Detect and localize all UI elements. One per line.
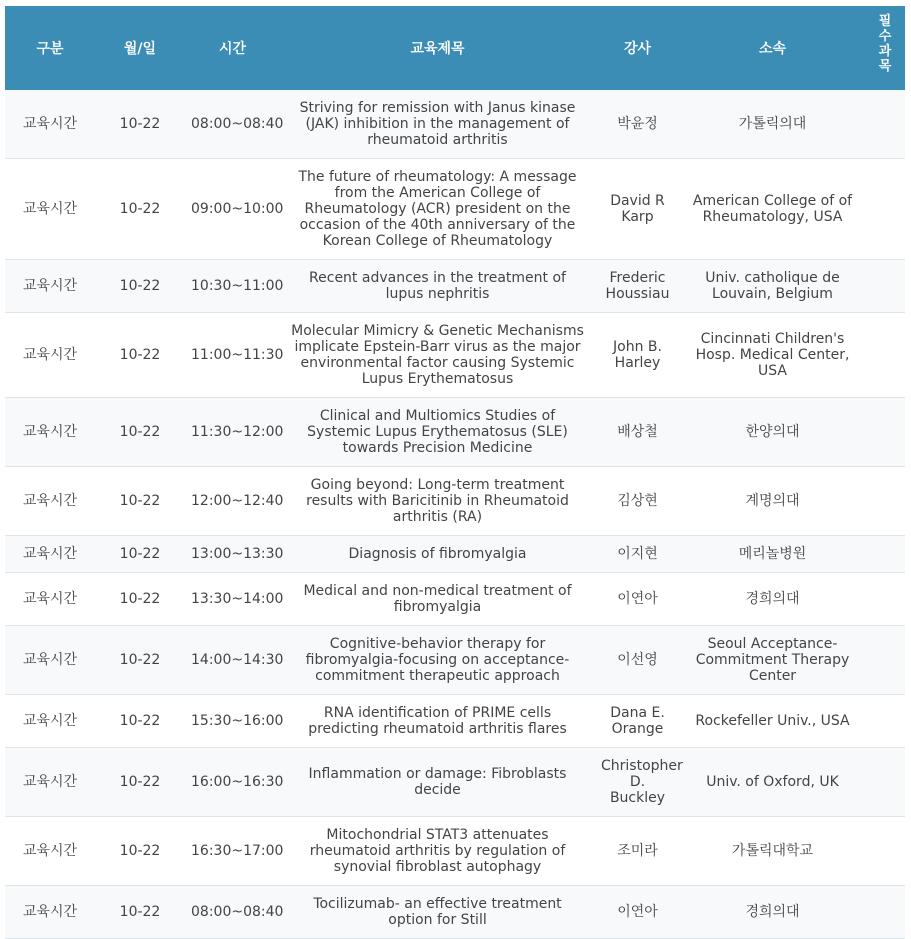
cell-affiliation: Univ. catholique de Louvain, Belgium	[705, 270, 840, 302]
cell-time: 08:00~08:40	[191, 116, 284, 132]
cell-date: 10-22	[119, 652, 161, 668]
header-row	[5, 6, 905, 90]
table-row	[5, 573, 905, 626]
cell-time: 08:00~08:40	[191, 904, 284, 920]
cell-type: 교육시간	[22, 904, 78, 920]
cell-type: 교육시간	[22, 843, 78, 859]
cell-title: Inflammation or damage: Fibroblasts decide	[308, 766, 567, 798]
cell-lecturer: Frederic Houssiau	[605, 270, 670, 302]
cell-required	[865, 398, 905, 467]
cell-title: Diagnosis of fibromyalgia	[348, 546, 527, 562]
cell-type: 교육시간	[22, 493, 78, 509]
cell-required	[865, 260, 905, 313]
schedule-table-container	[5, 6, 905, 939]
cell-title: Going beyond: Long-term treatment results with Baricitinib in Rheumatoid arthritis (RA)	[306, 477, 569, 525]
table-row	[5, 886, 905, 939]
cell-affiliation: Rockefeller Univ., USA	[695, 713, 850, 729]
cell-affiliation: 가톨릭대학교	[731, 843, 814, 859]
cell-lecturer: 김상현	[617, 493, 658, 509]
schedule-table	[5, 6, 905, 939]
cell-title: Striving for remission with Janus kinase (JAK) inhibition in the management of rheumatoid arthritis	[299, 100, 576, 148]
cell-required	[865, 467, 905, 536]
cell-type: 교육시간	[22, 774, 78, 790]
cell-required	[865, 886, 905, 939]
cell-required	[865, 626, 905, 695]
cell-lecturer: 조미라	[617, 843, 658, 859]
cell-title: Medical and non-medical treatment of fibromyalgia	[303, 583, 572, 615]
cell-lecturer: 이연아	[617, 904, 658, 920]
table-row	[5, 260, 905, 313]
cell-affiliation: 경희의대	[745, 591, 800, 607]
cell-time: 11:00~11:30	[191, 347, 284, 363]
cell-affiliation: American College of of Rheumatology, USA	[692, 193, 853, 225]
cell-date: 10-22	[119, 116, 161, 132]
cell-date: 10-22	[119, 347, 161, 363]
cell-type: 교육시간	[22, 116, 78, 132]
cell-date: 10-22	[119, 774, 161, 790]
cell-required	[865, 159, 905, 260]
cell-required	[865, 695, 905, 748]
cell-time: 16:30~17:00	[191, 843, 284, 859]
table-body	[5, 90, 905, 939]
cell-lecturer: 박윤정	[617, 116, 658, 132]
cell-date: 10-22	[119, 546, 161, 562]
cell-title: Recent advances in the treatment of lupus nephritis	[309, 270, 566, 302]
cell-type: 교육시간	[22, 652, 78, 668]
cell-type: 교육시간	[22, 424, 78, 440]
cell-title: Clinical and Multiomics Studies of Systemic Lupus Erythematosus (SLE) towards Precision Medicine	[307, 408, 568, 456]
cell-title: Molecular Mimicry & Genetic Mechanisms implicate Epstein-Barr virus as the major environmental factor causing Systemic Lupus Erythematosus	[291, 323, 584, 387]
cell-time: 13:30~14:00	[191, 591, 284, 607]
header-type: 구분	[36, 41, 64, 57]
cell-lecturer: John B. Harley	[613, 339, 662, 371]
cell-title: Cognitive-behavior therapy for fibromyalgia-focusing on acceptance-commitment therapeutic approach	[305, 636, 570, 684]
table-row	[5, 398, 905, 467]
cell-required	[865, 748, 905, 817]
cell-required	[865, 536, 905, 573]
cell-date: 10-22	[119, 424, 161, 440]
cell-affiliation: Seoul Acceptance-Commitment Therapy Center	[695, 636, 850, 684]
cell-date: 10-22	[119, 278, 161, 294]
table-row	[5, 159, 905, 260]
cell-title: Mitochondrial STAT3 attenuates rheumatoid arthritis by regulation of synovial fibroblast autophagy	[309, 827, 566, 875]
cell-date: 10-22	[119, 591, 161, 607]
cell-time: 10:30~11:00	[191, 278, 284, 294]
cell-title: Tocilizumab- an effective treatment option for Still	[313, 896, 562, 928]
cell-affiliation: Univ. of Oxford, UK	[706, 774, 839, 790]
cell-time: 11:30~12:00	[191, 424, 284, 440]
header-lecturer: 강사	[623, 41, 652, 57]
cell-required	[865, 90, 905, 159]
cell-affiliation: 계명의대	[745, 493, 800, 509]
table-row	[5, 90, 905, 159]
cell-type: 교육시간	[22, 713, 78, 729]
cell-lecturer: 배상철	[617, 424, 658, 440]
cell-type: 교육시간	[22, 278, 78, 294]
cell-lecturer: 이연아	[617, 591, 658, 607]
cell-lecturer: David R Karp	[610, 193, 665, 225]
cell-required	[865, 313, 905, 398]
cell-affiliation: 경희의대	[745, 904, 800, 920]
table-row	[5, 695, 905, 748]
cell-time: 09:00~10:00	[191, 201, 284, 217]
table-row	[5, 626, 905, 695]
header-time: 시간	[218, 41, 247, 57]
table-row	[5, 313, 905, 398]
cell-affiliation: 가톨릭의대	[738, 116, 807, 132]
cell-lecturer: Dana E. Orange	[610, 705, 665, 737]
table-row	[5, 536, 905, 573]
cell-date: 10-22	[119, 493, 161, 509]
header-title: 교육제목	[410, 41, 465, 57]
table-row	[5, 748, 905, 817]
cell-type: 교육시간	[22, 201, 78, 217]
cell-title: RNA identification of PRIME cells predicting rheumatoid arthritis flares	[308, 705, 567, 737]
cell-date: 10-22	[119, 201, 161, 217]
cell-affiliation: Cincinnati Children's Hosp. Medical Center, USA	[695, 331, 850, 379]
cell-type: 교육시간	[22, 546, 78, 562]
cell-type: 교육시간	[22, 591, 78, 607]
header-required-label: 필수과목	[878, 14, 892, 74]
cell-lecturer: Christopher D. Buckley	[601, 758, 683, 806]
cell-required	[865, 817, 905, 886]
cell-time: 13:00~13:30	[191, 546, 284, 562]
table-header	[5, 6, 905, 90]
cell-date: 10-22	[119, 843, 161, 859]
cell-lecturer: 이지현	[617, 546, 658, 562]
cell-date: 10-22	[119, 904, 161, 920]
cell-affiliation: 메리놀병원	[738, 546, 807, 562]
cell-time: 12:00~12:40	[191, 493, 284, 509]
cell-date: 10-22	[119, 713, 161, 729]
cell-type: 교육시간	[22, 347, 78, 363]
cell-time: 14:00~14:30	[191, 652, 284, 668]
cell-time: 15:30~16:00	[191, 713, 284, 729]
cell-time: 16:00~16:30	[191, 774, 284, 790]
cell-affiliation: 한양의대	[745, 424, 800, 440]
header-date: 월/일	[123, 41, 157, 57]
header-required	[865, 6, 905, 90]
cell-title: The future of rheumatology: A message from the American College of Rheumatology (ACR) president on the occasion of the 40th anniversary of the Korean College of Rheumatology	[298, 169, 577, 249]
cell-required	[865, 573, 905, 626]
table-row	[5, 817, 905, 886]
header-affiliation: 소속	[758, 41, 787, 57]
table-row	[5, 467, 905, 536]
cell-lecturer: 이선영	[617, 652, 658, 668]
